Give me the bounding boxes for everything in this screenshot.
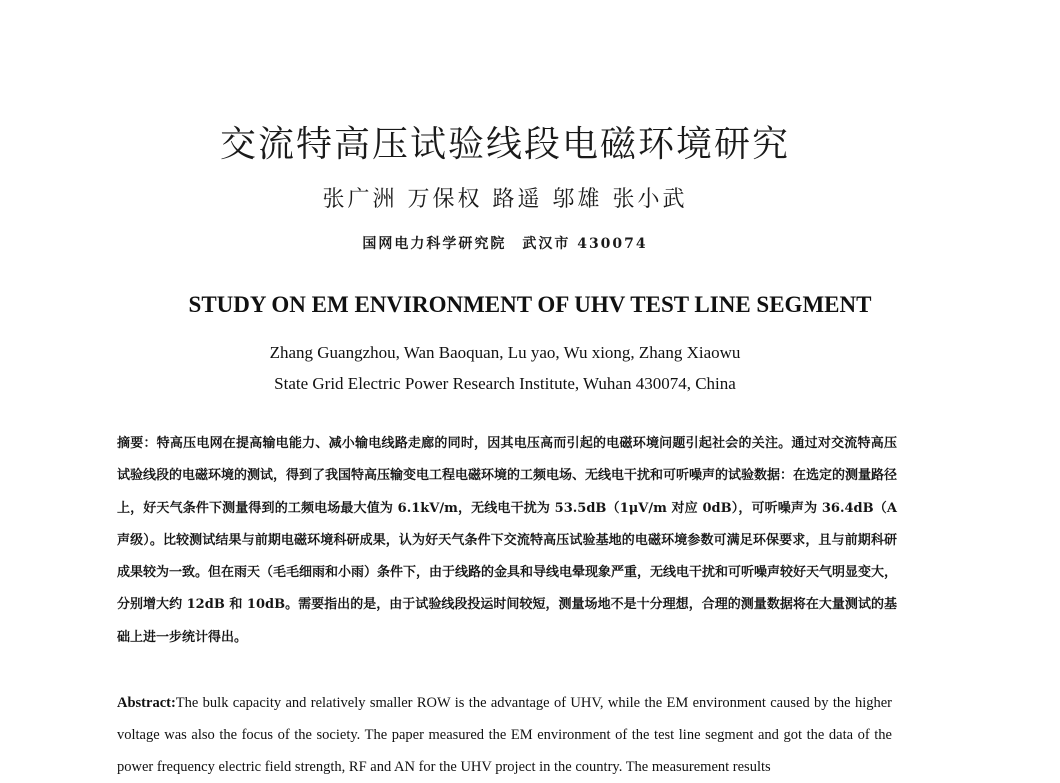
chinese-abstract-label: 摘要： xyxy=(117,436,157,451)
english-title: STUDY ON EM ENVIRONMENT OF UHV TEST LINE SEGMENT xyxy=(188,292,872,317)
chinese-title: 交流特高压试验线段电磁环境研究 xyxy=(219,124,790,165)
chinese-affiliation: 国网电力科学研究院 武汉市 430074 xyxy=(362,236,648,252)
english-abstract-text: The bulk capacity and relatively smaller ROW is the advantage of UHV, while the EM environment caused by the higher voltage was also the focus of the society. The paper measured the EM environment of the test line segment and got the data of the power frequency electric field strength, RF and AN for the UHV project in the country. The measurement results xyxy=(117,695,892,775)
english-abstract-label: Abstract: xyxy=(117,695,176,711)
english-authors: Zhang Guangzhou, Wan Baoquan, Lu yao, Wu xiong, Zhang Xiaowu xyxy=(269,343,741,362)
chinese-abstract-text: 特高压电网在提高输电能力、减小输电线路走廊的同时，因其电压高而引起的电磁环境问题引起社会的关注。通过对交流特高压试验线段的电磁环境的测试，得到了我国特高压输变电工程电磁环境的工频电场、无线电干扰和可听噪声的试验数据：在选定的测量路径上，好天气条件下测量得到的工频电场最大值为 6.1kV/m，无线电干扰为 53.5dB（1μV/m 对应 0dB），可听噪声为 36.4dB（A 声级）。比较测试结果与前期电磁环境科研成果，认为好天气条件下交流特高压试验基地的电磁环境参数可满足环保要求，且与前期科研成果较为一致。但在雨天（毛毛细雨和小雨）条件下，由于线路的金具和导线电晕现象严重，无线电干扰和可听噪声较好天气明显变大，分别增大约 12dB 和 10dB。需要指出的是，由于试验线段投运时间较短，测量场地不是十分理想，合理的测量数据将在大量测试的基础上进一步统计得出。 xyxy=(117,436,898,645)
chinese-authors: 张广洲 万保权 路遥 邬雄 张小武 xyxy=(322,187,688,212)
english-abstract xyxy=(117,687,892,783)
chinese-abstract xyxy=(117,428,897,654)
english-affiliation: State Grid Electric Power Research Institute, Wuhan 430074, China xyxy=(274,374,736,393)
